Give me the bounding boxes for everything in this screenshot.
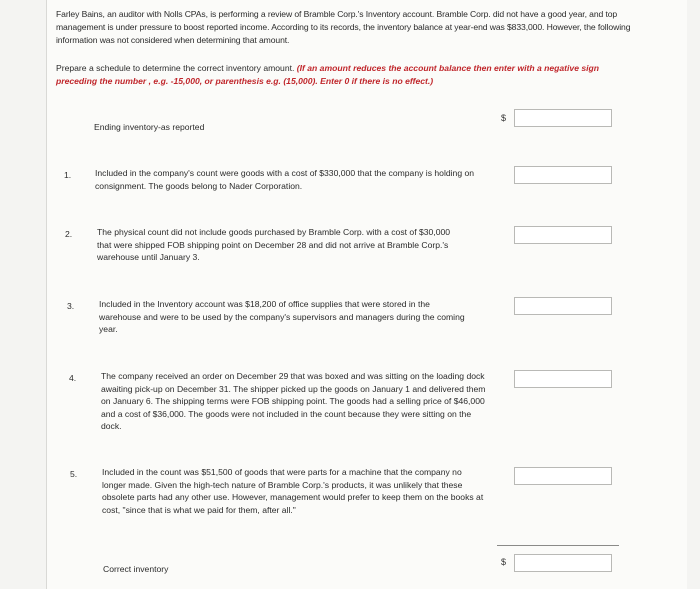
item-1-input[interactable] — [514, 166, 612, 184]
instruction-note: (If an amount reduces the account balance then enter with a negative sign preceding the number , e.g. -15,000, or parenthesis e.g. (15,000). Enter 0 if there is no effect.) — [56, 63, 600, 86]
problem-intro: Farley Bains, an auditor with Nolls CPAs, is performing a review of Bramble Corp.'s Inventory account. Bramble Corp. did not have a good year, and top management is under pressure to boost reported income. According to its records, the inventory balance at year-end was $833,000. However, the following information was not considered when determining that amount. — [56, 9, 631, 45]
item-number: 1. — [64, 170, 72, 180]
item-2-text: The physical count did not include goods purchased by Bramble Corp. with a cost of $30,000 that were shipped FOB shipping point on December 28 and did not arrive at Bramble Corp.'s warehouse until January 3. — [97, 227, 451, 262]
item-3-text: Included in the Inventory account was $18,200 of office supplies that were stored in the warehouse and were to be used by the company's supervisors and managers during the coming year. — [99, 299, 465, 334]
item-4-text: The company received an order on December 29 that was boxed and was sitting on the loading dock awaiting pick-up on December 31. The shipper picked up the goods on January 1 and delivered them on January 6. The shipping terms were FOB shipping point. The goods had a selling price of $46,000 and a cost of $36,000. The goods were not included in the count because they were sitting on the dock. — [101, 371, 486, 431]
item-number: 4. — [69, 373, 77, 383]
item-1-text: Included in the company's count were goods with a cost of $330,000 that the company is holding on consignment. The goods belong to Nader Corporation. — [95, 168, 475, 191]
item-number: 2. — [65, 229, 73, 239]
item-number: 3. — [67, 301, 75, 311]
instruction-text: Prepare a schedule to determine the correct inventory amount. — [56, 63, 295, 73]
item-3-input[interactable] — [514, 297, 612, 315]
correct-inventory-label: Correct inventory — [103, 564, 169, 574]
correct-inventory-input[interactable] — [514, 554, 612, 572]
item-5-text: Included in the count was $51,500 of goods that were parts for a machine that the company no longer made. Given the high-tech nature of Bramble Corp.'s products, it was unlikely that these obsolete parts had any other use. However, management would prefer to keep them on the books at cost, "since that is what we paid for them, after all." — [102, 467, 484, 515]
item-5-input[interactable] — [514, 467, 612, 485]
ending-inventory-label: Ending inventory-as reported — [94, 122, 205, 132]
ending-inventory-input[interactable] — [514, 109, 612, 127]
dollar-sign: $ — [501, 113, 507, 123]
total-rule — [497, 545, 619, 546]
item-number: 5. — [70, 469, 78, 479]
dollar-sign: $ — [501, 557, 507, 567]
item-4-input[interactable] — [514, 370, 612, 388]
instructions — [56, 62, 626, 88]
item-2-input[interactable] — [514, 226, 612, 244]
